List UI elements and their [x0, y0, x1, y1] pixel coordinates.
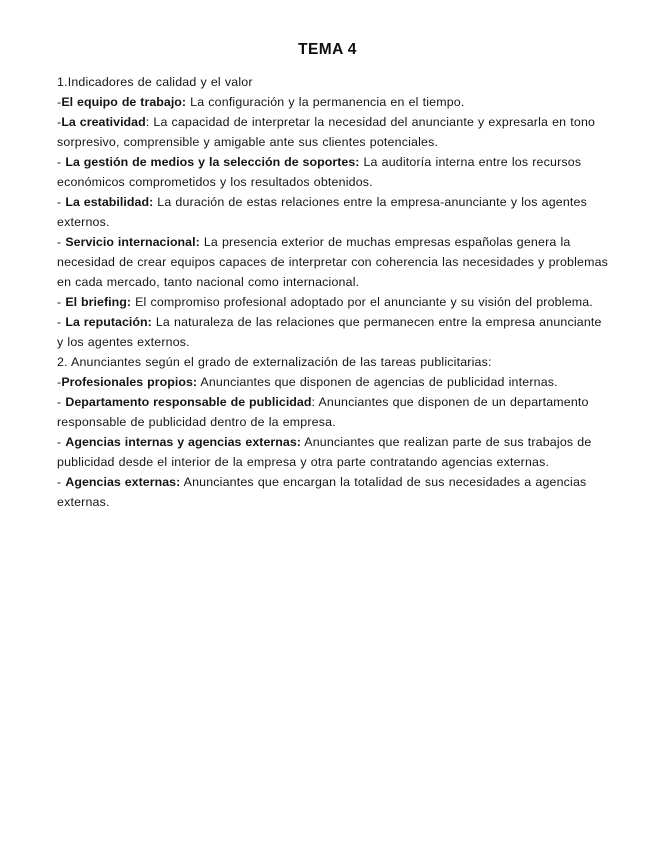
- list-item: [57, 312, 609, 352]
- list-item: [57, 432, 609, 472]
- item-body: : Anunciantes que disponen de un departamento responsable de publicidad dentro de la empresa.: [57, 395, 589, 429]
- document-body: [57, 72, 609, 512]
- list-item: [57, 232, 609, 292]
- item-body: Anunciantes que realizan parte de sus trabajos de publicidad desde el interior de la empresa y otra parte contratando agencias externas.: [57, 435, 592, 469]
- item-term: El equipo de trabajo:: [61, 95, 187, 109]
- item-dash: -: [57, 395, 66, 409]
- item-term: Servicio internacional:: [65, 235, 200, 249]
- item-term: La estabilidad:: [65, 195, 154, 209]
- item-dash: -: [57, 155, 66, 169]
- section-2-heading: 2. Anunciantes según el grado de externalización de las tareas publicitarias:: [57, 355, 492, 369]
- item-body: La naturaleza de las relaciones que permanecen entre la empresa anunciante y los agentes externos.: [57, 315, 602, 349]
- item-term: Profesionales propios:: [61, 375, 198, 389]
- item-body: La configuración y la permanencia en el tiempo.: [186, 95, 465, 109]
- list-item: [57, 152, 609, 192]
- item-term: La reputación:: [65, 315, 152, 329]
- item-term: La gestión de medios y la selección de soportes:: [65, 155, 360, 169]
- item-dash: -: [57, 95, 62, 109]
- item-term: El briefing:: [65, 295, 132, 309]
- section-1-heading: 1.Indicadores de calidad y el valor: [57, 75, 253, 89]
- item-term: Agencias internas y agencias externas:: [65, 435, 301, 449]
- item-dash: -: [57, 115, 62, 129]
- page-title: TEMA 4: [298, 41, 357, 58]
- item-body: La presencia exterior de muchas empresas españolas genera la necesidad de crear equipos capaces de interpretar con coherencia las necesidades y problemas en cada mercado, tanto nacional como internacional.: [57, 235, 609, 289]
- item-dash: -: [57, 375, 62, 389]
- list-item: [57, 472, 609, 512]
- list-item: [57, 372, 609, 392]
- item-dash: -: [57, 475, 66, 489]
- item-body: Anunciantes que disponen de agencias de publicidad internas.: [197, 375, 558, 389]
- item-dash: -: [57, 435, 66, 449]
- item-term: La creatividad: [61, 115, 146, 129]
- item-term: Departamento responsable de publicidad: [65, 395, 312, 409]
- item-dash: -: [57, 295, 66, 309]
- item-dash: -: [57, 235, 66, 249]
- list-item: [57, 192, 609, 232]
- item-term: Agencias externas:: [65, 475, 181, 489]
- item-body: : La capacidad de interpretar la necesidad del anunciante y expresarla en tono sorpresivo, comprensible y amigable ante sus clientes potenciales.: [57, 115, 596, 149]
- list-item: [57, 92, 609, 112]
- item-dash: -: [57, 315, 66, 329]
- item-body: La duración de estas relaciones entre la empresa-anunciante y los agentes externos.: [57, 195, 587, 229]
- item-dash: -: [57, 195, 66, 209]
- list-item: [57, 292, 609, 312]
- item-body: El compromiso profesional adoptado por el anunciante y su visión del problema.: [131, 295, 593, 309]
- item-body: La auditoría interna entre los recursos económicos comprometidos y los resultados obtenidos.: [57, 155, 582, 189]
- list-item: [57, 392, 609, 432]
- list-item: [57, 112, 609, 152]
- item-body: Anunciantes que encargan la totalidad de sus necesidades a agencias externas.: [57, 475, 587, 509]
